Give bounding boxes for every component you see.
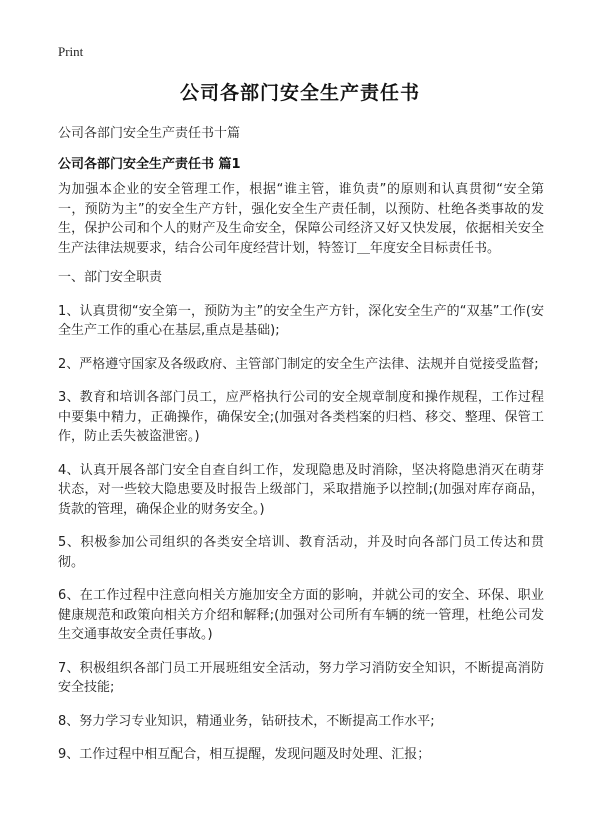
- document-subtitle: 公司各部门安全生产责任书十篇: [58, 126, 241, 141]
- page-title: 公司各部门安全生产责任书: [179, 82, 420, 104]
- list-item: 6、在工作过程中注意向相关方施加安全方面的影响，并就公司的安全、环保、职业健康规范和政策向相关方介绍和解释;(加强对公司所有车辆的统一管理，杜绝公司发生交通事故安全责任事故。): [58, 588, 544, 642]
- intro-paragraph: 为加强本企业的安全管理工作，根据“谁主管，谁负责”的原则和认真贯彻“安全第一，预防为主”的安全生产方针，强化安全生产责任制，以预防、杜绝各类事故的发生，保护公司和个人的财产及生命安全，保障公司经济又好又快发展，依据相关安全生产法律法规要求，结合公司年度经营计划，特签订＿年度安全目标责任书。: [58, 182, 544, 256]
- list-item: 5、积极参加公司组织的各类安全培训、教育活动，并及时向各部门员工传达和贯彻。: [58, 535, 544, 570]
- subsection-heading: 一、部门安全职责: [58, 270, 163, 285]
- list-item: 8、努力学习专业知识，精通业务，钻研技术，不断提高工作水平;: [58, 713, 435, 729]
- document-body: [58, 180, 544, 779]
- list-item: 4、认真开展各部门安全自查自纠工作，发现隐患及时消除，坚决将隐患消灭在萌芽状态，对一些较大隐患要及时报告上级部门，采取措施予以控制;(加强对库存商品，货款的管理，确保企业的财务安全。): [58, 462, 544, 517]
- section-heading: 公司各部门安全生产责任书 篇1: [58, 157, 241, 172]
- list-item: 7、积极组织各部门员工开展班组安全活动，努力学习消防安全知识，不断提高消防安全技能;: [58, 660, 544, 695]
- list-item: 3、教育和培训各部门员工，应严格执行公司的安全规章制度和操作规程，工作过程中要集中精力，正确操作，确保安全;(加强对各类档案的归档、移交、整理、保管工作，防止丢失被盗泄密。): [58, 390, 544, 444]
- print-label[interactable]: Print: [58, 44, 84, 59]
- list-item: 2、严格遵守国家及各级政府、主管部门制定的安全生产法律、法规并自觉接受监督;: [58, 356, 539, 372]
- list-item: 1、认真贯彻“安全第一，预防为主”的安全生产方针，深化安全生产的“双基”工作(安全生产工作的重心在基层,重点是基础);: [58, 303, 544, 338]
- list-item: 9、工作过程中相互配合，相互提醒，发现问题及时处理、汇报；: [58, 747, 431, 762]
